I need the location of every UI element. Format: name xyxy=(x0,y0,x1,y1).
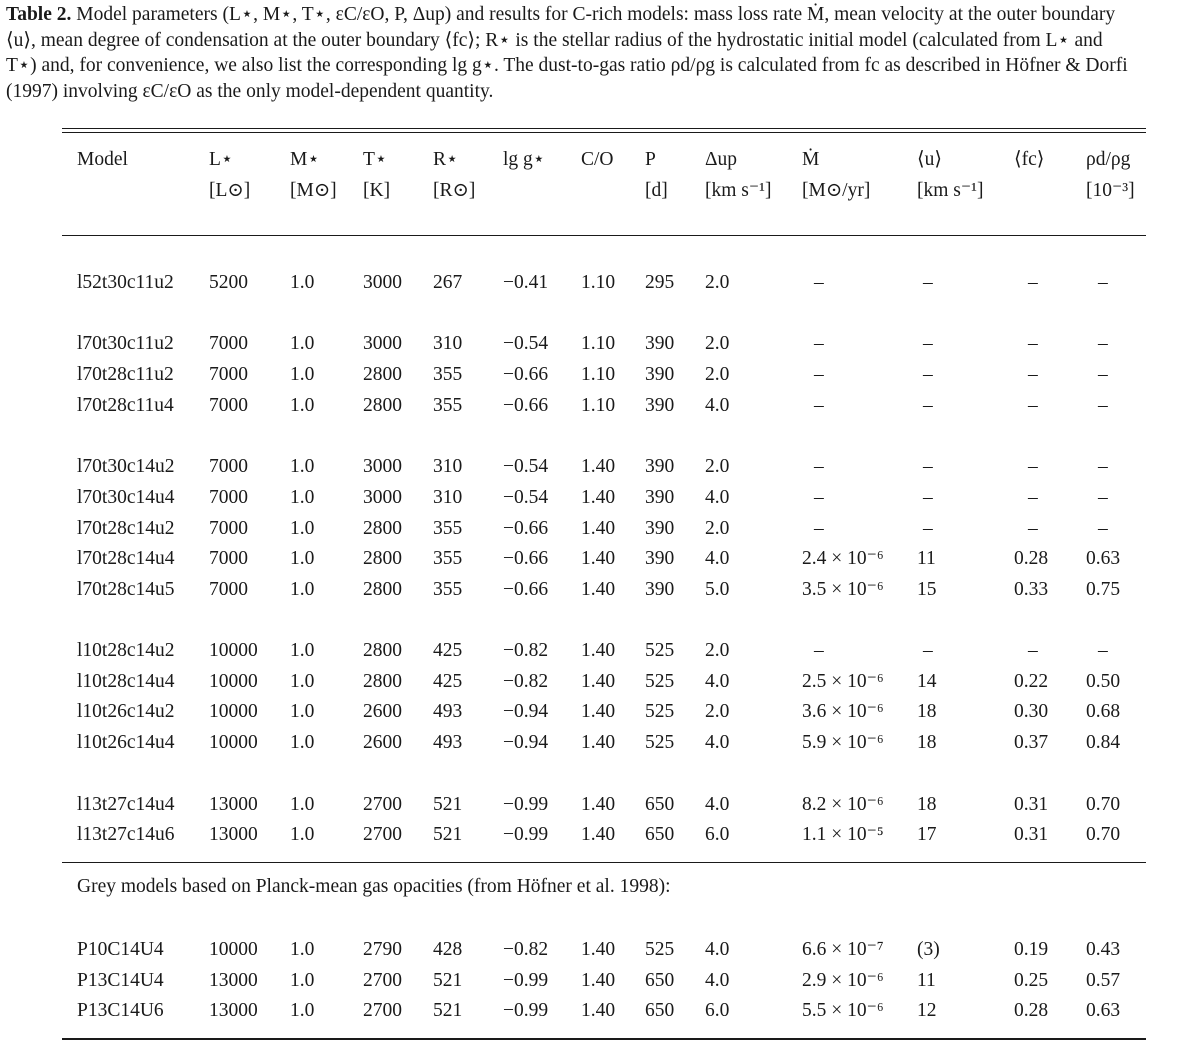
table-cell-r10-c1: 10000 xyxy=(209,671,258,692)
table-cell-r14-c12: 0.70 xyxy=(1086,824,1121,845)
table-cell-r7-c3: 2800 xyxy=(363,548,402,569)
table-cell-r11-c6: 1.40 xyxy=(581,701,616,722)
table-cell-r5-c11: – xyxy=(1028,487,1038,508)
table-cell-r11-c11: 0.30 xyxy=(1014,701,1049,722)
grey-cell-r2-c8: 6.0 xyxy=(705,1000,730,1021)
table-cell-r10-c0: l10t28c14u4 xyxy=(77,671,175,692)
table-cell-r9-c10: – xyxy=(923,640,933,661)
grey-cell-r0-c6: 1.40 xyxy=(581,939,616,960)
table-cell-r8-c1: 7000 xyxy=(209,579,248,600)
table-cell-r4-c8: 2.0 xyxy=(705,456,730,477)
bottom-rule xyxy=(62,1038,1146,1040)
table-cell-r13-c1: 13000 xyxy=(209,794,258,815)
table-cell-r5-c6: 1.40 xyxy=(581,487,616,508)
table-cell-r5-c8: 4.0 xyxy=(705,487,730,508)
table-cell-r9-c8: 2.0 xyxy=(705,640,730,661)
table-cell-r10-c2: 1.0 xyxy=(290,671,315,692)
grey-cell-r2-c1: 13000 xyxy=(209,1000,258,1021)
column-header-8: Δup xyxy=(705,149,738,170)
grey-cell-r2-c5: −0.99 xyxy=(503,1000,549,1021)
table-cell-r11-c1: 10000 xyxy=(209,701,258,722)
table-cell-r2-c12: – xyxy=(1098,364,1108,385)
table-cell-r14-c5: −0.99 xyxy=(503,824,549,845)
table-cell-r12-c7: 525 xyxy=(645,732,675,753)
table-cell-r14-c7: 650 xyxy=(645,824,675,845)
column-header-2: M⋆ xyxy=(290,149,320,170)
table-cell-r5-c10: – xyxy=(923,487,933,508)
table-cell-r12-c12: 0.84 xyxy=(1086,732,1121,753)
grey-cell-r0-c11: 0.19 xyxy=(1014,939,1049,960)
table-cell-r9-c6: 1.40 xyxy=(581,640,616,661)
table-cell-r0-c11: – xyxy=(1028,272,1038,293)
grey-cell-r0-c7: 525 xyxy=(645,939,675,960)
table-cell-r14-c10: 17 xyxy=(917,824,937,845)
column-unit-2: [M⊙] xyxy=(290,180,337,201)
mid-rule xyxy=(62,862,1146,863)
table-cell-r4-c6: 1.40 xyxy=(581,456,616,477)
table-cell-r6-c4: 355 xyxy=(433,518,463,539)
table-cell-r3-c11: – xyxy=(1028,395,1038,416)
table-cell-r2-c2: 1.0 xyxy=(290,364,315,385)
column-header-5: lg g⋆ xyxy=(503,149,545,170)
table-cell-r7-c1: 7000 xyxy=(209,548,248,569)
table-cell-r7-c8: 4.0 xyxy=(705,548,730,569)
table-cell-r1-c9: – xyxy=(814,333,824,354)
table-cell-r0-c1: 5200 xyxy=(209,272,248,293)
grey-cell-r2-c0: P13C14U6 xyxy=(77,1000,164,1021)
grey-cell-r0-c5: −0.82 xyxy=(503,939,549,960)
table-cell-r3-c9: – xyxy=(814,395,824,416)
table-cell-r12-c3: 2600 xyxy=(363,732,402,753)
table-cell-r3-c5: −0.66 xyxy=(503,395,549,416)
grey-cell-r2-c3: 2700 xyxy=(363,1000,402,1021)
grey-cell-r1-c2: 1.0 xyxy=(290,970,315,991)
table-cell-r0-c6: 1.10 xyxy=(581,272,616,293)
column-header-1: L⋆ xyxy=(209,149,234,170)
table-cell-r6-c11: – xyxy=(1028,518,1038,539)
grey-models-note: Grey models based on Planck-mean gas opacities (from Höfner et al. 1998): xyxy=(77,876,671,897)
table-cell-r8-c10: 15 xyxy=(917,579,937,600)
table-cell-r12-c5: −0.94 xyxy=(503,732,549,753)
column-header-4: R⋆ xyxy=(433,149,459,170)
table-cell-r4-c3: 3000 xyxy=(363,456,402,477)
grey-cell-r0-c2: 1.0 xyxy=(290,939,315,960)
grey-cell-r2-c12: 0.63 xyxy=(1086,1000,1121,1021)
table-cell-r3-c3: 2800 xyxy=(363,395,402,416)
table-cell-r9-c9: – xyxy=(814,640,824,661)
caption-label: Table 2. xyxy=(6,4,72,25)
grey-cell-r1-c0: P13C14U4 xyxy=(77,970,164,991)
table-cell-r5-c9: – xyxy=(814,487,824,508)
column-header-0: Model xyxy=(77,149,128,170)
table-cell-r7-c2: 1.0 xyxy=(290,548,315,569)
top-rule-1 xyxy=(62,128,1146,129)
table-cell-r11-c8: 2.0 xyxy=(705,701,730,722)
table-cell-r7-c4: 355 xyxy=(433,548,463,569)
table-cell-r11-c3: 2600 xyxy=(363,701,402,722)
table-cell-r2-c3: 2800 xyxy=(363,364,402,385)
table-cell-r5-c5: −0.54 xyxy=(503,487,549,508)
table-cell-r8-c11: 0.33 xyxy=(1014,579,1049,600)
table-cell-r4-c11: – xyxy=(1028,456,1038,477)
table-cell-r4-c5: −0.54 xyxy=(503,456,549,477)
table-cell-r11-c4: 493 xyxy=(433,701,463,722)
table-cell-r6-c8: 2.0 xyxy=(705,518,730,539)
table-cell-r11-c10: 18 xyxy=(917,701,937,722)
column-header-3: T⋆ xyxy=(363,149,388,170)
table-cell-r9-c2: 1.0 xyxy=(290,640,315,661)
grey-cell-r1-c4: 521 xyxy=(433,970,463,991)
grey-cell-r2-c4: 521 xyxy=(433,1000,463,1021)
grey-cell-r0-c3: 2790 xyxy=(363,939,402,960)
column-unit-12: [10⁻³] xyxy=(1086,180,1135,201)
table-cell-r14-c3: 2700 xyxy=(363,824,402,845)
column-header-11: ⟨fc⟩ xyxy=(1014,149,1045,170)
table-cell-r0-c7: 295 xyxy=(645,272,675,293)
table-cell-r4-c1: 7000 xyxy=(209,456,248,477)
table-cell-r14-c1: 13000 xyxy=(209,824,258,845)
table-cell-r5-c4: 310 xyxy=(433,487,463,508)
table-cell-r2-c11: – xyxy=(1028,364,1038,385)
table-cell-r8-c12: 0.75 xyxy=(1086,579,1121,600)
table-cell-r3-c4: 355 xyxy=(433,395,463,416)
top-rule-2 xyxy=(62,132,1146,133)
table-cell-r0-c9: – xyxy=(814,272,824,293)
table-cell-r1-c10: – xyxy=(923,333,933,354)
table-cell-r9-c1: 10000 xyxy=(209,640,258,661)
column-header-10: ⟨u⟩ xyxy=(917,149,942,170)
table-cell-r14-c6: 1.40 xyxy=(581,824,616,845)
table-cell-r3-c1: 7000 xyxy=(209,395,248,416)
table-cell-r0-c10: – xyxy=(923,272,933,293)
table-cell-r3-c0: l70t28c11u4 xyxy=(77,395,174,416)
table-cell-r1-c1: 7000 xyxy=(209,333,248,354)
table-cell-r0-c0: l52t30c11u2 xyxy=(77,272,174,293)
table-cell-r5-c3: 3000 xyxy=(363,487,402,508)
grey-cell-r2-c6: 1.40 xyxy=(581,1000,616,1021)
table-cell-r13-c9: 8.2 × 10⁻⁶ xyxy=(802,794,884,815)
table-cell-r13-c6: 1.40 xyxy=(581,794,616,815)
table-cell-r10-c5: −0.82 xyxy=(503,671,549,692)
table-cell-r1-c4: 310 xyxy=(433,333,463,354)
table-cell-r12-c4: 493 xyxy=(433,732,463,753)
table-cell-r2-c6: 1.10 xyxy=(581,364,616,385)
table-cell-r1-c8: 2.0 xyxy=(705,333,730,354)
table-cell-r6-c9: – xyxy=(814,518,824,539)
table-cell-r8-c7: 390 xyxy=(645,579,675,600)
grey-cell-r1-c9: 2.9 × 10⁻⁶ xyxy=(802,970,884,991)
table-cell-r7-c0: l70t28c14u4 xyxy=(77,548,175,569)
table-cell-r13-c12: 0.70 xyxy=(1086,794,1121,815)
column-unit-8: [km s⁻¹] xyxy=(705,180,772,201)
table-cell-r6-c1: 7000 xyxy=(209,518,248,539)
table-cell-r8-c9: 3.5 × 10⁻⁶ xyxy=(802,579,884,600)
table-cell-r13-c11: 0.31 xyxy=(1014,794,1049,815)
table-cell-r9-c0: l10t28c14u2 xyxy=(77,640,175,661)
grey-cell-r0-c10: (3) xyxy=(917,939,940,960)
grey-cell-r1-c8: 4.0 xyxy=(705,970,730,991)
table-cell-r7-c10: 11 xyxy=(917,548,936,569)
grey-cell-r1-c3: 2700 xyxy=(363,970,402,991)
table-cell-r3-c12: – xyxy=(1098,395,1108,416)
table-cell-r4-c2: 1.0 xyxy=(290,456,315,477)
grey-cell-r0-c4: 428 xyxy=(433,939,463,960)
table-cell-r6-c5: −0.66 xyxy=(503,518,549,539)
table-cell-r5-c1: 7000 xyxy=(209,487,248,508)
table-cell-r0-c4: 267 xyxy=(433,272,463,293)
caption-line-3: T⋆) and, for convenience, we also list the corresponding lg g⋆. The dust-to-gas ratio ρd/ρg is calculated from fc as described in Höfner & Dorfi xyxy=(6,55,1128,76)
table-cell-r4-c10: – xyxy=(923,456,933,477)
table-cell-r11-c9: 3.6 × 10⁻⁶ xyxy=(802,701,884,722)
table-cell-r14-c8: 6.0 xyxy=(705,824,730,845)
table-cell-r9-c4: 425 xyxy=(433,640,463,661)
table-cell-r6-c12: – xyxy=(1098,518,1108,539)
table-cell-r9-c3: 2800 xyxy=(363,640,402,661)
table-cell-r0-c12: – xyxy=(1098,272,1108,293)
table-cell-r4-c0: l70t30c14u2 xyxy=(77,456,175,477)
table-cell-r1-c6: 1.10 xyxy=(581,333,616,354)
table-cell-r9-c12: – xyxy=(1098,640,1108,661)
table-cell-r1-c3: 3000 xyxy=(363,333,402,354)
grey-cell-r2-c2: 1.0 xyxy=(290,1000,315,1021)
column-unit-1: [L⊙] xyxy=(209,180,251,201)
table-cell-r12-c11: 0.37 xyxy=(1014,732,1049,753)
table-cell-r0-c2: 1.0 xyxy=(290,272,315,293)
grey-cell-r0-c0: P10C14U4 xyxy=(77,939,164,960)
table-cell-r3-c7: 390 xyxy=(645,395,675,416)
column-header-6: C/O xyxy=(581,149,614,170)
table-cell-r12-c0: l10t26c14u4 xyxy=(77,732,175,753)
table-cell-r4-c9: – xyxy=(814,456,824,477)
grey-cell-r0-c1: 10000 xyxy=(209,939,258,960)
table-cell-r5-c0: l70t30c14u4 xyxy=(77,487,175,508)
table-cell-r14-c2: 1.0 xyxy=(290,824,315,845)
grey-cell-r1-c10: 11 xyxy=(917,970,936,991)
table-cell-r6-c6: 1.40 xyxy=(581,518,616,539)
table-cell-r13-c0: l13t27c14u4 xyxy=(77,794,175,815)
table-cell-r3-c10: – xyxy=(923,395,933,416)
table-cell-r14-c0: l13t27c14u6 xyxy=(77,824,175,845)
table-cell-r7-c9: 2.4 × 10⁻⁶ xyxy=(802,548,884,569)
grey-cell-r0-c8: 4.0 xyxy=(705,939,730,960)
table-cell-r2-c8: 2.0 xyxy=(705,364,730,385)
table-cell-r1-c12: – xyxy=(1098,333,1108,354)
table-cell-r12-c2: 1.0 xyxy=(290,732,315,753)
table-cell-r10-c11: 0.22 xyxy=(1014,671,1049,692)
table-cell-r4-c4: 310 xyxy=(433,456,463,477)
grey-cell-r1-c11: 0.25 xyxy=(1014,970,1049,991)
grey-cell-r1-c6: 1.40 xyxy=(581,970,616,991)
table-cell-r11-c12: 0.68 xyxy=(1086,701,1121,722)
table-cell-r8-c0: l70t28c14u5 xyxy=(77,579,175,600)
grey-cell-r2-c11: 0.28 xyxy=(1014,1000,1049,1021)
table-cell-r9-c7: 525 xyxy=(645,640,675,661)
table-cell-r6-c3: 2800 xyxy=(363,518,402,539)
table-cell-r12-c8: 4.0 xyxy=(705,732,730,753)
table-caption xyxy=(6,2,1196,104)
table-cell-r6-c10: – xyxy=(923,518,933,539)
table-cell-r8-c6: 1.40 xyxy=(581,579,616,600)
table-cell-r2-c10: – xyxy=(923,364,933,385)
table-cell-r2-c7: 390 xyxy=(645,364,675,385)
table-cell-r14-c11: 0.31 xyxy=(1014,824,1049,845)
table-cell-r1-c11: – xyxy=(1028,333,1038,354)
table-cell-r11-c0: l10t26c14u2 xyxy=(77,701,175,722)
table-cell-r2-c0: l70t28c11u2 xyxy=(77,364,174,385)
table-cell-r11-c5: −0.94 xyxy=(503,701,549,722)
table-cell-r0-c3: 3000 xyxy=(363,272,402,293)
table-cell-r8-c8: 5.0 xyxy=(705,579,730,600)
column-unit-9: [M⊙/yr] xyxy=(802,180,871,201)
column-unit-10: [km s⁻¹] xyxy=(917,180,984,201)
table-cell-r6-c0: l70t28c14u2 xyxy=(77,518,175,539)
table-cell-r2-c4: 355 xyxy=(433,364,463,385)
table-cell-r1-c7: 390 xyxy=(645,333,675,354)
table-cell-r9-c11: – xyxy=(1028,640,1038,661)
table-cell-r11-c2: 1.0 xyxy=(290,701,315,722)
table-cell-r12-c1: 10000 xyxy=(209,732,258,753)
table-cell-r10-c7: 525 xyxy=(645,671,675,692)
table-cell-r13-c7: 650 xyxy=(645,794,675,815)
table-cell-r11-c7: 525 xyxy=(645,701,675,722)
table-cell-r10-c10: 14 xyxy=(917,671,937,692)
table-cell-r1-c5: −0.54 xyxy=(503,333,549,354)
table-cell-r13-c5: −0.99 xyxy=(503,794,549,815)
caption-line-1: Table 2. Model parameters (L⋆, M⋆, T⋆, εC/εO, P, Δup) and results for C-rich models: mass loss rate Ṁ, mean velocity at the outer boundary xyxy=(6,4,1116,25)
table-cell-r14-c4: 521 xyxy=(433,824,463,845)
table-cell-r7-c6: 1.40 xyxy=(581,548,616,569)
table-cell-r13-c10: 18 xyxy=(917,794,937,815)
table-cell-r0-c8: 2.0 xyxy=(705,272,730,293)
column-unit-3: [K] xyxy=(363,180,391,201)
table-cell-r12-c9: 5.9 × 10⁻⁶ xyxy=(802,732,884,753)
table-cell-r10-c6: 1.40 xyxy=(581,671,616,692)
grey-cell-r1-c1: 13000 xyxy=(209,970,258,991)
table-cell-r10-c4: 425 xyxy=(433,671,463,692)
caption-line-4: (1997) involving εC/εO as the only model-dependent quantity. xyxy=(6,80,494,102)
table-cell-r7-c11: 0.28 xyxy=(1014,548,1049,569)
table-cell-r9-c5: −0.82 xyxy=(503,640,549,661)
table-cell-r7-c12: 0.63 xyxy=(1086,548,1121,569)
table-cell-r13-c8: 4.0 xyxy=(705,794,730,815)
table-cell-r12-c6: 1.40 xyxy=(581,732,616,753)
table-cell-r0-c5: −0.41 xyxy=(503,272,549,293)
table-cell-r4-c7: 390 xyxy=(645,456,675,477)
table-cell-r8-c5: −0.66 xyxy=(503,579,549,600)
grey-cell-r1-c5: −0.99 xyxy=(503,970,549,991)
grey-cell-r2-c10: 12 xyxy=(917,1000,937,1021)
table-cell-r2-c1: 7000 xyxy=(209,364,248,385)
table-cell-r8-c3: 2800 xyxy=(363,579,402,600)
table-cell-r12-c10: 18 xyxy=(917,732,937,753)
column-header-9: Ṁ xyxy=(802,149,820,170)
table-cell-r10-c3: 2800 xyxy=(363,671,402,692)
table-cell-r13-c4: 521 xyxy=(433,794,463,815)
grey-cell-r2-c7: 650 xyxy=(645,1000,675,1021)
table-cell-r7-c5: −0.66 xyxy=(503,548,549,569)
header-rule xyxy=(62,235,1146,236)
table-cell-r14-c9: 1.1 × 10⁻⁵ xyxy=(802,824,884,845)
table-cell-r3-c6: 1.10 xyxy=(581,395,616,416)
table-cell-r2-c5: −0.66 xyxy=(503,364,549,385)
table-cell-r2-c9: – xyxy=(814,364,824,385)
table-cell-r10-c12: 0.50 xyxy=(1086,671,1121,692)
table-cell-r10-c9: 2.5 × 10⁻⁶ xyxy=(802,671,884,692)
grey-cell-r0-c12: 0.43 xyxy=(1086,939,1121,960)
grey-cell-r1-c12: 0.57 xyxy=(1086,970,1121,991)
table-cell-r8-c2: 1.0 xyxy=(290,579,315,600)
table-cell-r1-c2: 1.0 xyxy=(290,333,315,354)
grey-cell-r1-c7: 650 xyxy=(645,970,675,991)
table-cell-r3-c2: 1.0 xyxy=(290,395,315,416)
table-cell-r13-c2: 1.0 xyxy=(290,794,315,815)
table-cell-r3-c8: 4.0 xyxy=(705,395,730,416)
column-unit-7: [d] xyxy=(645,180,668,201)
table-cell-r5-c2: 1.0 xyxy=(290,487,315,508)
table-cell-r5-c12: – xyxy=(1098,487,1108,508)
table-cell-r1-c0: l70t30c11u2 xyxy=(77,333,174,354)
table-cell-r6-c7: 390 xyxy=(645,518,675,539)
table-cell-r13-c3: 2700 xyxy=(363,794,402,815)
table-cell-r7-c7: 390 xyxy=(645,548,675,569)
grey-cell-r2-c9: 5.5 × 10⁻⁶ xyxy=(802,1000,884,1021)
column-header-7: P xyxy=(645,149,656,170)
grey-cell-r0-c9: 6.6 × 10⁻⁷ xyxy=(802,939,884,960)
column-header-12: ρd/ρg xyxy=(1086,149,1131,170)
table-cell-r8-c4: 355 xyxy=(433,579,463,600)
column-unit-4: [R⊙] xyxy=(433,180,476,201)
table-cell-r10-c8: 4.0 xyxy=(705,671,730,692)
caption-line-2: ⟨u⟩, mean degree of condensation at the outer boundary ⟨fc⟩; R⋆ is the stellar radius of the hydrostatic initial model (calculated from L⋆ and xyxy=(6,29,1103,51)
table-cell-r4-c12: – xyxy=(1098,456,1108,477)
table-cell-r5-c7: 390 xyxy=(645,487,675,508)
table-cell-r6-c2: 1.0 xyxy=(290,518,315,539)
